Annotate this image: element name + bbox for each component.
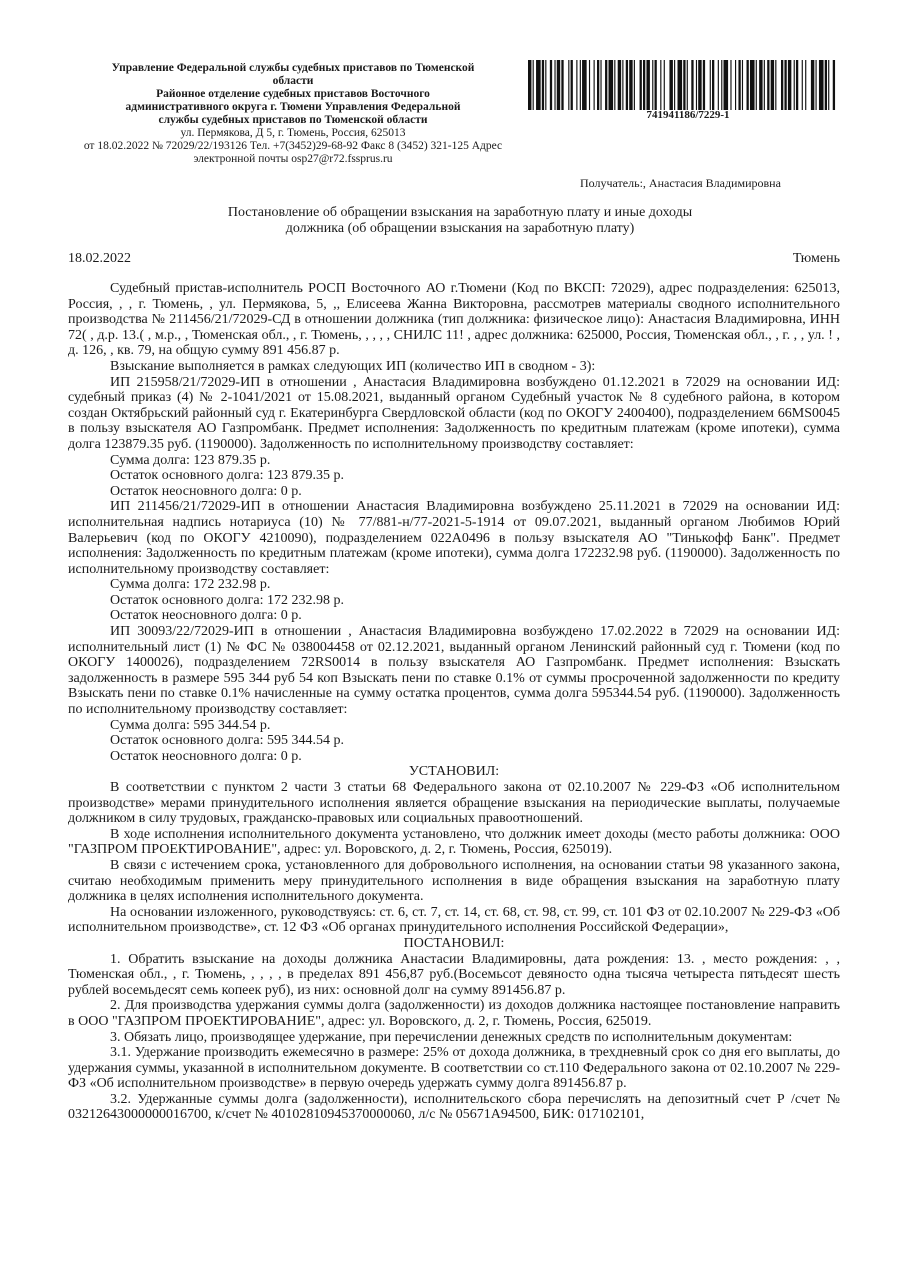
body-paragraph: Остаток неосновного долга: 0 р. — [110, 748, 302, 764]
barcode-bar — [825, 60, 827, 110]
barcode-bar — [683, 60, 685, 110]
barcode-bar — [542, 60, 544, 110]
barcode-bar — [756, 60, 757, 110]
barcode-bar — [629, 60, 632, 110]
section-heading: УСТАНОВИЛ: — [408, 764, 500, 780]
barcode-bar — [718, 60, 719, 110]
barcode-bar — [794, 60, 795, 110]
barcode-bar — [634, 60, 635, 110]
barcode-bar — [764, 60, 765, 110]
body-paragraph: Судебный пристав-исполнитель РОСП Восточного АО г.Тюмени (Код по ВКСП: 72029), адрес подразделения: 625013, Россия, , , г. Тюмень, , ул. Пермякова, 5, ,, Елисеева Жанна Викторовна, рассмотрев материалы сводного исполнительного производства № 211456/21/72029-СД в отношении должника (тип должника: физическое лицо): Анастасия Владимировна, ИНН 72( , д.р. 13.( , м.р., , Тюменская обл., , г. Тюмень, , , , , СНИЛС 11! , адрес должника: 625000, Россия, Тюменская обл., , г. , , ул. ! , д. 126, , кв. 79, на общую сумму 891 456.87 р. — [68, 281, 840, 359]
body-paragraph: Сумма долга: 172 232.98 р. — [110, 577, 271, 593]
header-line: административного округа г. Тюмени Управления Федеральной — [125, 101, 461, 113]
barcode-bar — [655, 60, 657, 110]
body-paragraph: В ходе исполнения исполнительного документа установлено, что должник имеет доходы (место работы должника: ООО "ГАЗПРОМ ПРОЕКТИРОВАНИЕ", адрес: ул. Воровского, д. 2, г. Тюмень, Россия, 625019). — [68, 826, 840, 858]
barcode-bar — [571, 60, 573, 110]
barcode-bar — [805, 60, 806, 110]
barcode-bar — [589, 60, 590, 110]
barcode-bar — [735, 60, 736, 110]
body-paragraph: Остаток основного долга: 595 344.54 р. — [110, 733, 345, 749]
barcode-bar — [643, 60, 645, 110]
barcode-bar — [811, 60, 814, 110]
barcode-bar — [533, 60, 534, 110]
barcode-bar — [742, 60, 743, 110]
header-address: ул. Пермякова, Д 5, г. Тюмень, Россия, 625013 — [180, 127, 406, 139]
barcode-bar — [696, 60, 697, 110]
barcode-bar — [605, 60, 607, 110]
barcode-bar — [554, 60, 555, 110]
barcode-bar — [678, 60, 683, 110]
barcode-bar — [561, 60, 563, 110]
document-title — [150, 205, 770, 237]
body-paragraph: 3.1. Удержание производить ежемесячно в размере: 25% от дохода должника, в трехдневный срок со дня его выплаты, до удержания суммы, указанной в исполнительном документе. В соответствии со ст.110 Федерального закона от 02.10.2007 № 229-ФЗ «Об исполнительном производстве» в первую очередь удержать сумму долга 891456.87 р. — [68, 1045, 840, 1092]
header-line: области — [272, 75, 314, 87]
barcode-bar — [759, 60, 762, 110]
barcode-bar — [750, 60, 755, 110]
barcode-bar — [594, 60, 595, 110]
barcode-bar — [767, 60, 769, 110]
title-line: Постановление об обращении взыскания на заработную плату и иные доходы — [227, 205, 693, 220]
barcode-bar — [775, 60, 776, 110]
barcode-bar — [536, 60, 541, 110]
body-paragraph: 3. Обязать лицо, производящее удержание, при перечислении денежных средств по исполнительным документам: — [110, 1029, 793, 1045]
barcode-bar — [614, 60, 615, 110]
body-paragraph: Остаток основного долга: 123 879.35 р. — [110, 468, 345, 484]
body-paragraph: Сумма долга: 595 344.54 р. — [110, 717, 271, 733]
barcode-bar — [781, 60, 783, 110]
barcode-bar — [568, 60, 569, 110]
barcode-bar — [600, 60, 601, 110]
barcode-bar — [771, 60, 774, 110]
barcode-bar — [730, 60, 731, 110]
barcode-bar — [652, 60, 653, 110]
body-paragraph: ИП 215958/21/72029-ИП в отношении , Анастасия Владимировна возбуждено 01.12.2021 в 72029 на основании ИД: судебный приказ (4) № 2-1041/2021 от 15.08.2021, выданный органом Судебный участок № 8 судебного района, в котором создан Октябрьский районный суд г. Екатеринбурга Свердловской области (код по ОКОГУ 2400400), подразделением 66MS0045 в пользу взыскателя АО Газпромбанк. Предмет исполнения: Задолженность по кредитным платежам (кроме ипотеки), сумма долга 123879.35 руб. (1190000). Задолженность по исполнительному производству составляет: — [68, 374, 840, 452]
body-paragraph: На основании изложенного, руководствуясь: ст. 6, ст. 7, ст. 14, ст. 68, ст. 98, ст. 99, ст. 101 ФЗ от 02.10.2007 № 229-ФЗ «Об исполнительном производстве», ст. 12 ФЗ «Об органах принудительного исполнения Российской Федерации», — [68, 904, 840, 936]
barcode-bar — [721, 60, 722, 110]
body-paragraph: В связи с истечением срока, установленного для добровольного исполнения, на основании статьи 98 указанного закона, считаю необходимым применить меру принудительного исполнения в виде обращения взыскания на заработную плату должника в целях исполнения исполнительного документа. — [68, 857, 840, 905]
barcode — [528, 60, 836, 110]
barcode-bar — [819, 60, 824, 110]
barcode-number: 741941186/7229-1 — [646, 109, 730, 121]
barcode-bar — [687, 60, 688, 110]
barcode-bar — [545, 60, 546, 110]
body-paragraph: ИП 30093/22/72029-ИП в отношении , Анастасия Владимировна возбуждено 17.02.2022 в 72029 на основании ИД: исполнительный лист (1) № ФС № 038004458 от 02.12.2021, выданный органом Ленинский районный суд г. Тюмени (код по ОКОГУ 1400026), подразделением 72RS0014 в пользу взыскателя АО Газпромбанк. Предмет исполнения: Взыскать задолженность в размере 595 344 руб 54 коп Взыскать пени по ставке 0.1% от суммы просроченной задолженности по кредиту Взыскать пени по ставке 0.1% начисленные на сумму остатка процентов, сумма долга 595344.54 руб. (1190000). Задолженность по исполнительному производству составляет: — [68, 624, 840, 718]
barcode-bar — [582, 60, 587, 110]
header-line: Управление Федеральной службы судебных приставов по Тюменской — [111, 62, 475, 74]
header-email: электронной почты osp27@r72.fssprus.ru — [193, 153, 393, 165]
barcode-bar — [580, 60, 581, 110]
barcode-bar — [802, 60, 803, 110]
barcode-bar — [788, 60, 791, 110]
barcode-bar — [618, 60, 621, 110]
barcode-bar — [796, 60, 798, 110]
barcode-bar — [816, 60, 817, 110]
recipient: Получатель:, Анастасия Владимировна — [580, 176, 781, 190]
barcode-bar — [784, 60, 786, 110]
barcode-bar — [674, 60, 675, 110]
body-paragraph: 1. Обратить взыскание на доходы должника Анастасии Владимировны, дата рождения: 13. , место рождения: , , Тюменская обл., , г. Тюмень, , , , , в пределах 891 456,87 руб.(Восемьсот девяносто одна тысяча четыреста пятьдесят шесть рублей восемьдесят семь копеек руб), из них: основной долг на сумму 891456.87 р. — [68, 951, 840, 998]
barcode-bar — [698, 60, 701, 110]
body-paragraph: Взыскание выполняется в рамках следующих ИП (количество ИП в сводном - 3): — [110, 358, 596, 374]
barcode-bar — [597, 60, 599, 110]
barcode-bar — [609, 60, 614, 110]
issuer-header — [68, 62, 518, 166]
body-paragraph: В соответствии с пунктом 2 части 3 статьи 68 Федерального закона от 02.10.2007 № 229-ФЗ «Об исполнительном производстве» мерами принудительного исполнения является обращение взыскания на периодические выплаты, получаемые должником в силу трудовых, гражданско-правовых или социальных правоотношений. — [68, 780, 840, 827]
barcode-bar — [646, 60, 649, 110]
barcode-bar — [660, 60, 661, 110]
title-line: должника (об обращении взыскания на заработную плату) — [285, 221, 635, 236]
barcode-bar — [738, 60, 740, 110]
body-paragraph: ИП 211456/21/72029-ИП в отношении Анастасия Владимировна возбуждено 25.11.2021 в 72029 на основании ИД: исполнительная надпись нотариуса (10) № 77/881-н/77-2021-5-1914 от 09.07.2021, выданный органом Любимов Юрий Валерьевич (код по ОКОГУ 4210090), подразделением 022А0496 в пользу взыскателя АО "Тинькофф Банк". Предмет исполнения: Задолженность по кредитным платежам (кроме ипотеки), сумма долга 172232.98 руб. (1190000). Задолженность по исполнительному производству составляет: — [68, 499, 840, 577]
body-paragraph: Остаток основного долга: 172 232.98 р. — [110, 592, 345, 608]
barcode-bar — [622, 60, 623, 110]
body-paragraph: 3.2. Удержанные суммы долга (задолженности), исполнительского сбора перечислять на депозитный счет Р /счет № 03212643000000016700, к/счет № 40102810945370000060, л/с № 05671А94500, БИК: 017102101, — [68, 1091, 840, 1123]
header-reference: от 18.02.2022 № 72029/22/193126 Тел. +7(3452)29-68-92 Факс 8 (3452) 321-125 Адрес — [83, 140, 503, 152]
section-heading: ПОСТАНОВИЛ: — [403, 935, 505, 951]
barcode-bar — [691, 60, 693, 110]
document-date: 18.02.2022 — [68, 251, 131, 266]
barcode-bar — [703, 60, 705, 110]
barcode-bar — [669, 60, 672, 110]
barcode-bar — [833, 60, 835, 110]
barcode-bar — [576, 60, 577, 110]
body-paragraph: Остаток неосновного долга: 0 р. — [110, 483, 302, 499]
document-body — [68, 281, 840, 1123]
header-line: Районное отделение судебных приставов Восточного — [156, 88, 430, 100]
barcode-bar — [557, 60, 560, 110]
body-paragraph: 2. Для производства удержания суммы долга (задолженности) из доходов должника настоящее постановление направить в ООО "ГАЗПРОМ ПРОЕКТИРОВАНИЕ", адрес: ул. Воровского, д. 2, г. Тюмень, Россия, 625019. — [68, 998, 840, 1029]
header-line: службы судебных приставов по Тюменской области — [158, 114, 428, 126]
barcode-bar — [710, 60, 711, 110]
barcode-bar — [664, 60, 665, 110]
body-paragraph: Сумма долга: 123 879.35 р. — [110, 452, 271, 468]
barcode-bar — [724, 60, 729, 110]
barcode-bar — [528, 60, 531, 110]
barcode-bar — [828, 60, 829, 110]
document-city: Тюмень — [792, 251, 840, 266]
barcode-bar — [712, 60, 714, 110]
barcode-bar — [640, 60, 642, 110]
barcode-bar — [747, 60, 749, 110]
body-paragraph: Остаток неосновного долга: 0 р. — [110, 608, 302, 624]
date-city-line — [68, 251, 840, 267]
barcode-bar — [550, 60, 552, 110]
barcode-bar — [626, 60, 628, 110]
